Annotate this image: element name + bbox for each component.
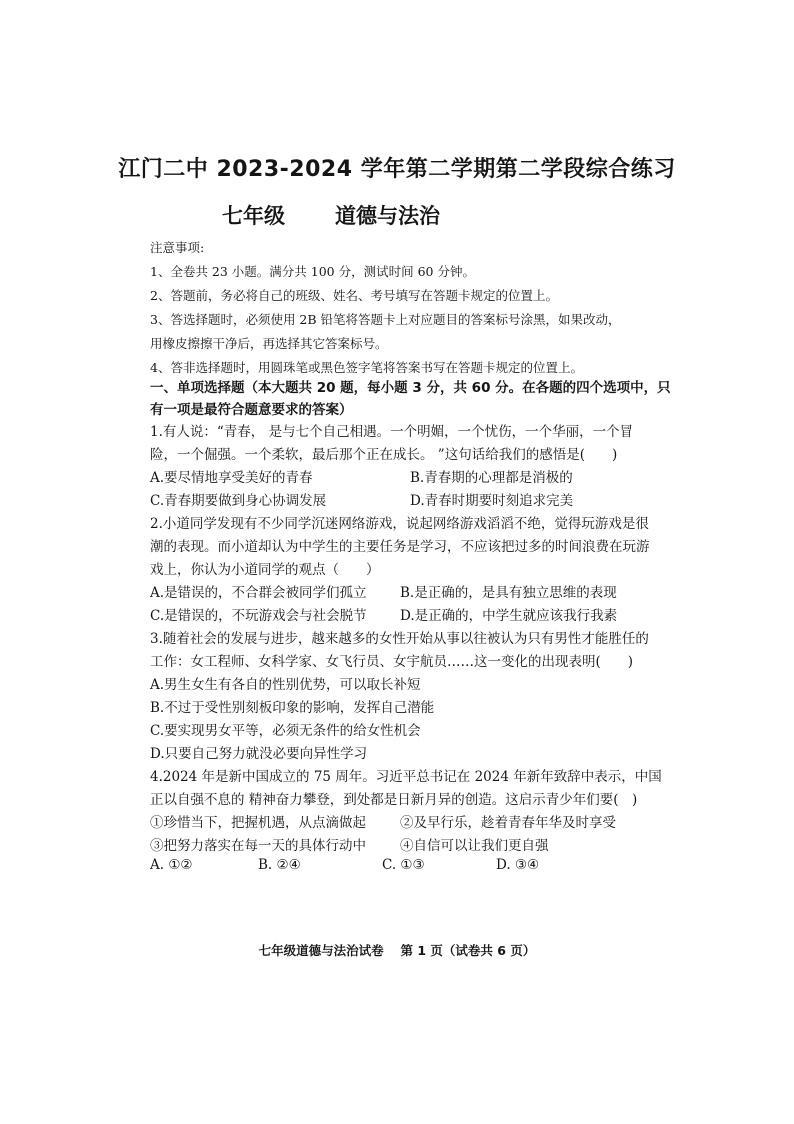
question-3-stem: 工作：女工程师、女科学家、女飞行员、女宇航员……这一变化的出现表明( )	[150, 654, 634, 670]
question-1-stem: 1.有人说：“青春， 是与七个自己相遇。一个明媚，一个忧伤，一个华丽，一个冒	[150, 424, 634, 440]
q4-statement-4: ④自信可以让我们更自强	[400, 838, 549, 854]
q2-option-d: D.是正确的，中学生就应该我行我素	[400, 608, 618, 624]
q2-option-c: C.是错误的，不玩游戏会与社会脱节	[150, 608, 367, 624]
q4-option-d: D. ③④	[496, 857, 540, 873]
note-item: 3、答选择题时，必须使用 2B 铅笔将答题卡上对应题目的答案标号涂黑，如果改动，	[150, 312, 621, 327]
note-item: 用橡皮擦擦干净后，再选择其它答案标号。	[150, 336, 388, 351]
q2-option-a: A.是错误的，不合群会被同学们孤立	[150, 585, 367, 601]
q4-statement-2: ②及早行乐，趁着青春年华及时享受	[400, 815, 616, 831]
note-item: 4、答非选择题时，用圆珠笔或黑色签字笔将答案书写在答题卡规定的位置上。	[150, 360, 583, 375]
q1-option-d: D.青春时期要时刻追求完美	[410, 493, 574, 509]
q4-statement-3: ③把努力落实在每一天的具体行动中	[150, 838, 366, 854]
q4-option-b: B. ②④	[258, 857, 301, 873]
question-2-stem: 戏上，你认为小道同学的观点（ ）	[150, 562, 380, 578]
q3-option-c: C.要实现男女平等，必须无条件的给女性机会	[150, 723, 421, 739]
q1-option-c: C.青春期要做到身心协调发展	[150, 493, 327, 509]
question-4-stem: 4.2024 年是新中国成立的 75 周年。习近平总书记在 2024 年新年致辞中表示，中国	[150, 769, 662, 785]
q3-option-d: D.只要自己努力就没必要向异性学习	[150, 746, 368, 762]
exam-title: 江门二中 2023-2024 学年第二学期第二学段综合练习	[118, 157, 676, 182]
page-footer: 七年级道德与法治试卷 第 1 页（试卷共 6 页）	[258, 943, 536, 958]
subject-label: 道德与法治	[335, 204, 440, 228]
question-2-stem: 2.小道同学发现有不少同学沉迷网络游戏，说起网络游戏滔滔不绝，觉得玩游戏是很	[150, 516, 649, 532]
question-3-stem: 3.随着社会的发展与进步，越来越多的女性开始从事以往被认为只有男性才能胜任的	[150, 631, 649, 647]
q4-option-c: C. ①③	[382, 857, 425, 873]
question-2-stem: 潮的表现。而小道却认为中学生的主要任务是学习，不应该把过多的时间浪费在玩游	[150, 539, 650, 555]
question-1-stem: 险，一个倔强。一个柔软，最后那个正在成长。 ”这句话给我们的感悟是( )	[150, 447, 618, 463]
note-item: 2、答题前，务必将自己的班级、姓名、考号填写在答题卡规定的位置上。	[150, 288, 558, 303]
q1-option-b: B.青春期的心理都是消极的	[410, 470, 573, 486]
q3-option-a: A.男生女生有各自的性别优势，可以取长补短	[150, 677, 421, 693]
note-item: 1、全卷共 23 小题。满分共 100 分，测试时间 60 分钟。	[150, 264, 475, 279]
q3-option-b: B.不过于受性别刻板印象的影响，发挥自己潜能	[150, 700, 435, 716]
grade-label: 七年级	[222, 204, 285, 228]
q4-option-a: A. ①②	[150, 857, 193, 873]
q2-option-b: B.是正确的，是具有独立思维的表现	[400, 585, 617, 601]
q1-option-a: A.要尽情地享受美好的青春	[150, 470, 313, 486]
notes-heading: 注意事项:	[150, 240, 205, 255]
q4-statement-1: ①珍惜当下，把握机遇，从点滴做起	[150, 815, 366, 831]
section-heading: 一、单项选择题（本大题共 20 题，每小题 3 分，共 60 分。在各题的四个选项中，只	[150, 380, 671, 396]
question-4-stem: 正以自强不息的 精神奋力攀登，到处都是日新月异的创造。这启示青少年们要( )	[150, 792, 638, 808]
section-heading-cont: 有一项是最符合题意要求的答案）	[150, 402, 353, 418]
